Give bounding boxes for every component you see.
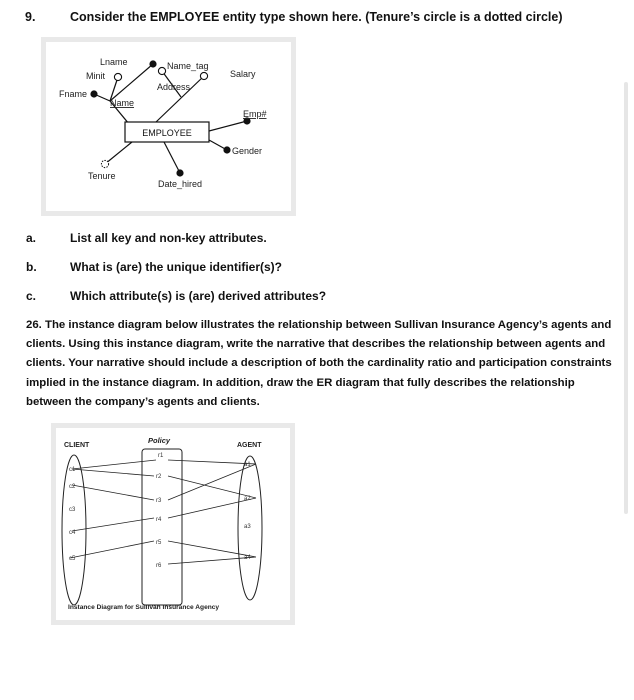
gender-label: Gender <box>232 146 263 156</box>
part-c-label: c. <box>26 289 37 303</box>
agent-a1: a1 <box>244 462 251 468</box>
address-label: Address <box>157 82 191 92</box>
salary-label: Salary <box>230 69 256 79</box>
part-a-label: a. <box>26 231 37 245</box>
relationship-lines <box>70 460 256 564</box>
client-c3: c3 <box>69 507 76 513</box>
page-scrollbar[interactable] <box>624 82 628 514</box>
client-c4: c4 <box>69 530 76 536</box>
er-diagram-figure <box>41 37 296 216</box>
date-hired-marker <box>176 169 183 176</box>
instance-diagram <box>56 428 290 620</box>
question-prompt: Consider the EMPLOYEE entity type shown here. (Tenure’s circle is a dotted circle) <box>70 10 563 24</box>
agent-a4: a4 <box>244 555 251 561</box>
question-26-text: 26. The instance diagram below illustrates the relationship between Sullivan Insurance Agency’s agents and clients. Using this instance diagram, write the narrative that describes the relationship between agents and clients. Your narrative should include a description of both the cardinality ratio and participation constraints implied in the instance diagram. In addition, draw the ER diagram that fully describes the relationship between the company’s agents and clients. <box>26 319 612 408</box>
part-b-label: b. <box>26 260 37 274</box>
client-c2: c2 <box>69 484 76 490</box>
fname-label: Fname <box>59 89 88 99</box>
gender-marker <box>223 146 230 153</box>
question-number: 9. <box>25 10 36 24</box>
salary-marker <box>200 72 207 79</box>
policy-r2: r2 <box>156 474 162 480</box>
tenure-marker <box>101 160 108 167</box>
lname-marker <box>149 60 156 67</box>
client-c1: c1 <box>69 467 76 473</box>
minit-label: Minit <box>86 71 106 81</box>
emp-num-label: Emp# <box>243 109 267 119</box>
tenure-label: Tenure <box>88 171 116 181</box>
minit-marker <box>114 73 121 80</box>
policy-r3: r3 <box>156 498 162 504</box>
agent-a3: a3 <box>244 524 251 530</box>
date-hired-label: Date_hired <box>158 179 203 189</box>
agent-a2: a2 <box>244 496 251 502</box>
name-label: Name <box>110 98 135 108</box>
part-c-text: Which attribute(s) is (are) derived attributes? <box>70 289 327 303</box>
part-b-text: What is (are) the unique identifier(s)? <box>70 260 283 274</box>
client-header: CLIENT <box>64 442 90 449</box>
client-c5: c5 <box>69 556 76 562</box>
fname-marker <box>90 90 97 97</box>
policy-r1: r1 <box>158 453 164 459</box>
er-diagram <box>46 42 291 211</box>
entity-label: EMPLOYEE <box>142 128 192 138</box>
name-tag-label: Name_tag <box>167 61 209 71</box>
instance-diagram-figure <box>51 423 295 625</box>
policy-r6: r6 <box>156 563 162 569</box>
part-a-text: List all key and non-key attributes. <box>70 231 267 245</box>
policy-set <box>142 449 182 605</box>
agent-header: AGENT <box>237 442 262 449</box>
policy-header: Policy <box>148 436 171 445</box>
name-tag-marker <box>158 67 165 74</box>
lname-label: Lname <box>100 57 128 67</box>
instance-diagram-caption: Instance Diagram for Sullivan Insurance Agency <box>68 604 220 611</box>
policy-r4: r4 <box>156 517 162 523</box>
policy-r5: r5 <box>156 540 162 546</box>
